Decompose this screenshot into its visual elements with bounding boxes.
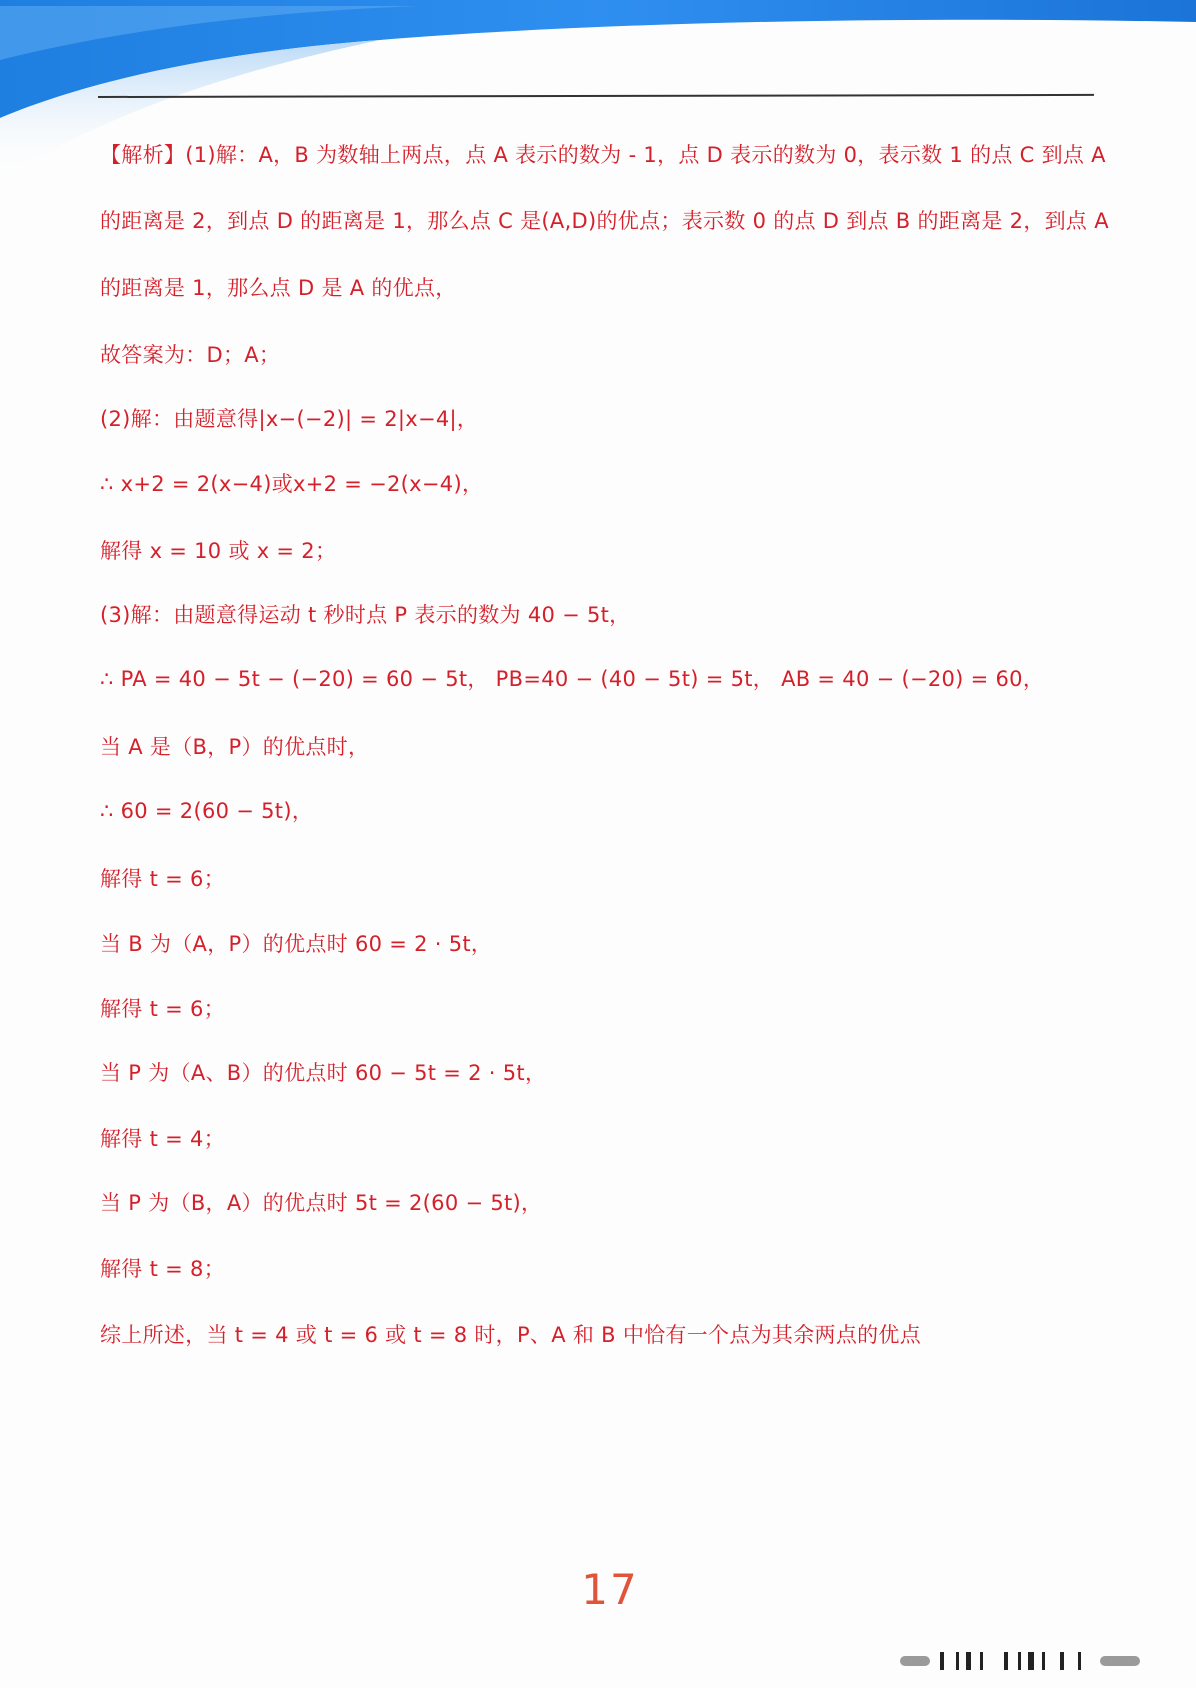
- part3-line-11: 解得 t = 8；: [100, 1257, 225, 1281]
- solution-line-3: 的距离是 1，那么点 D 是 A 的优点，: [100, 276, 457, 300]
- part3-line-4: ∴ 60 = 2(60 − 5t)，: [100, 799, 314, 823]
- part3-line-10: 当 P 为（B，A）的优点时 5t = 2(60 − 5t)，: [100, 1191, 543, 1215]
- part3-line-8: 当 P 为（A、B）的优点时 60 − 5t = 2 · 5t，: [100, 1061, 547, 1085]
- part3-line-5: 解得 t = 6；: [100, 867, 225, 891]
- solution-line-2: 的距离是 2，到点 D 的距离是 1，那么点 C 是(A,D)的优点；表示数 0 的点 D 到点 B 的距离是 2，到点 A: [100, 209, 1109, 233]
- part3-line-2: ∴ PA = 40 − 5t − (−20) = 60 − 5t， PB=40 − (40 − 5t) = 5t， AB = 40 − (−20) = 60，: [100, 667, 1045, 691]
- page-number: 17: [581, 1565, 639, 1614]
- part2-line-3: 解得 x = 10 或 x = 2；: [100, 539, 337, 563]
- part3-line-7: 解得 t = 6；: [100, 997, 225, 1021]
- answer-line: 故答案为：D；A；: [100, 343, 281, 367]
- solution-line-1: 【解析】(1)解：A，B 为数轴上两点，点 A 表示的数为 - 1，点 D 表示的数为 0，表示数 1 的点 C 到点 A: [100, 143, 1106, 167]
- part2-line-1: (2)解：由题意得|x−(−2)| = 2|x−4|，: [100, 407, 479, 431]
- header-banner-swoosh: [0, 0, 1196, 200]
- part2-line-2: ∴ x+2 = 2(x−4)或x+2 = −2(x−4)，: [100, 472, 484, 496]
- scan-artifact-icon: [900, 1648, 1180, 1674]
- part3-line-3: 当 A 是（B，P）的优点时，: [100, 735, 370, 759]
- part3-line-9: 解得 t = 4；: [100, 1127, 225, 1151]
- part3-line-1: (3)解：由题意得运动 t 秒时点 P 表示的数为 40 − 5t，: [100, 603, 631, 627]
- conclusion-line: 综上所述，当 t = 4 或 t = 6 或 t = 8 时，P、A 和 B 中恰有一个点为其余两点的优点: [100, 1323, 922, 1347]
- part3-line-6: 当 B 为（A，P）的优点时 60 = 2 · 5t，: [100, 932, 493, 956]
